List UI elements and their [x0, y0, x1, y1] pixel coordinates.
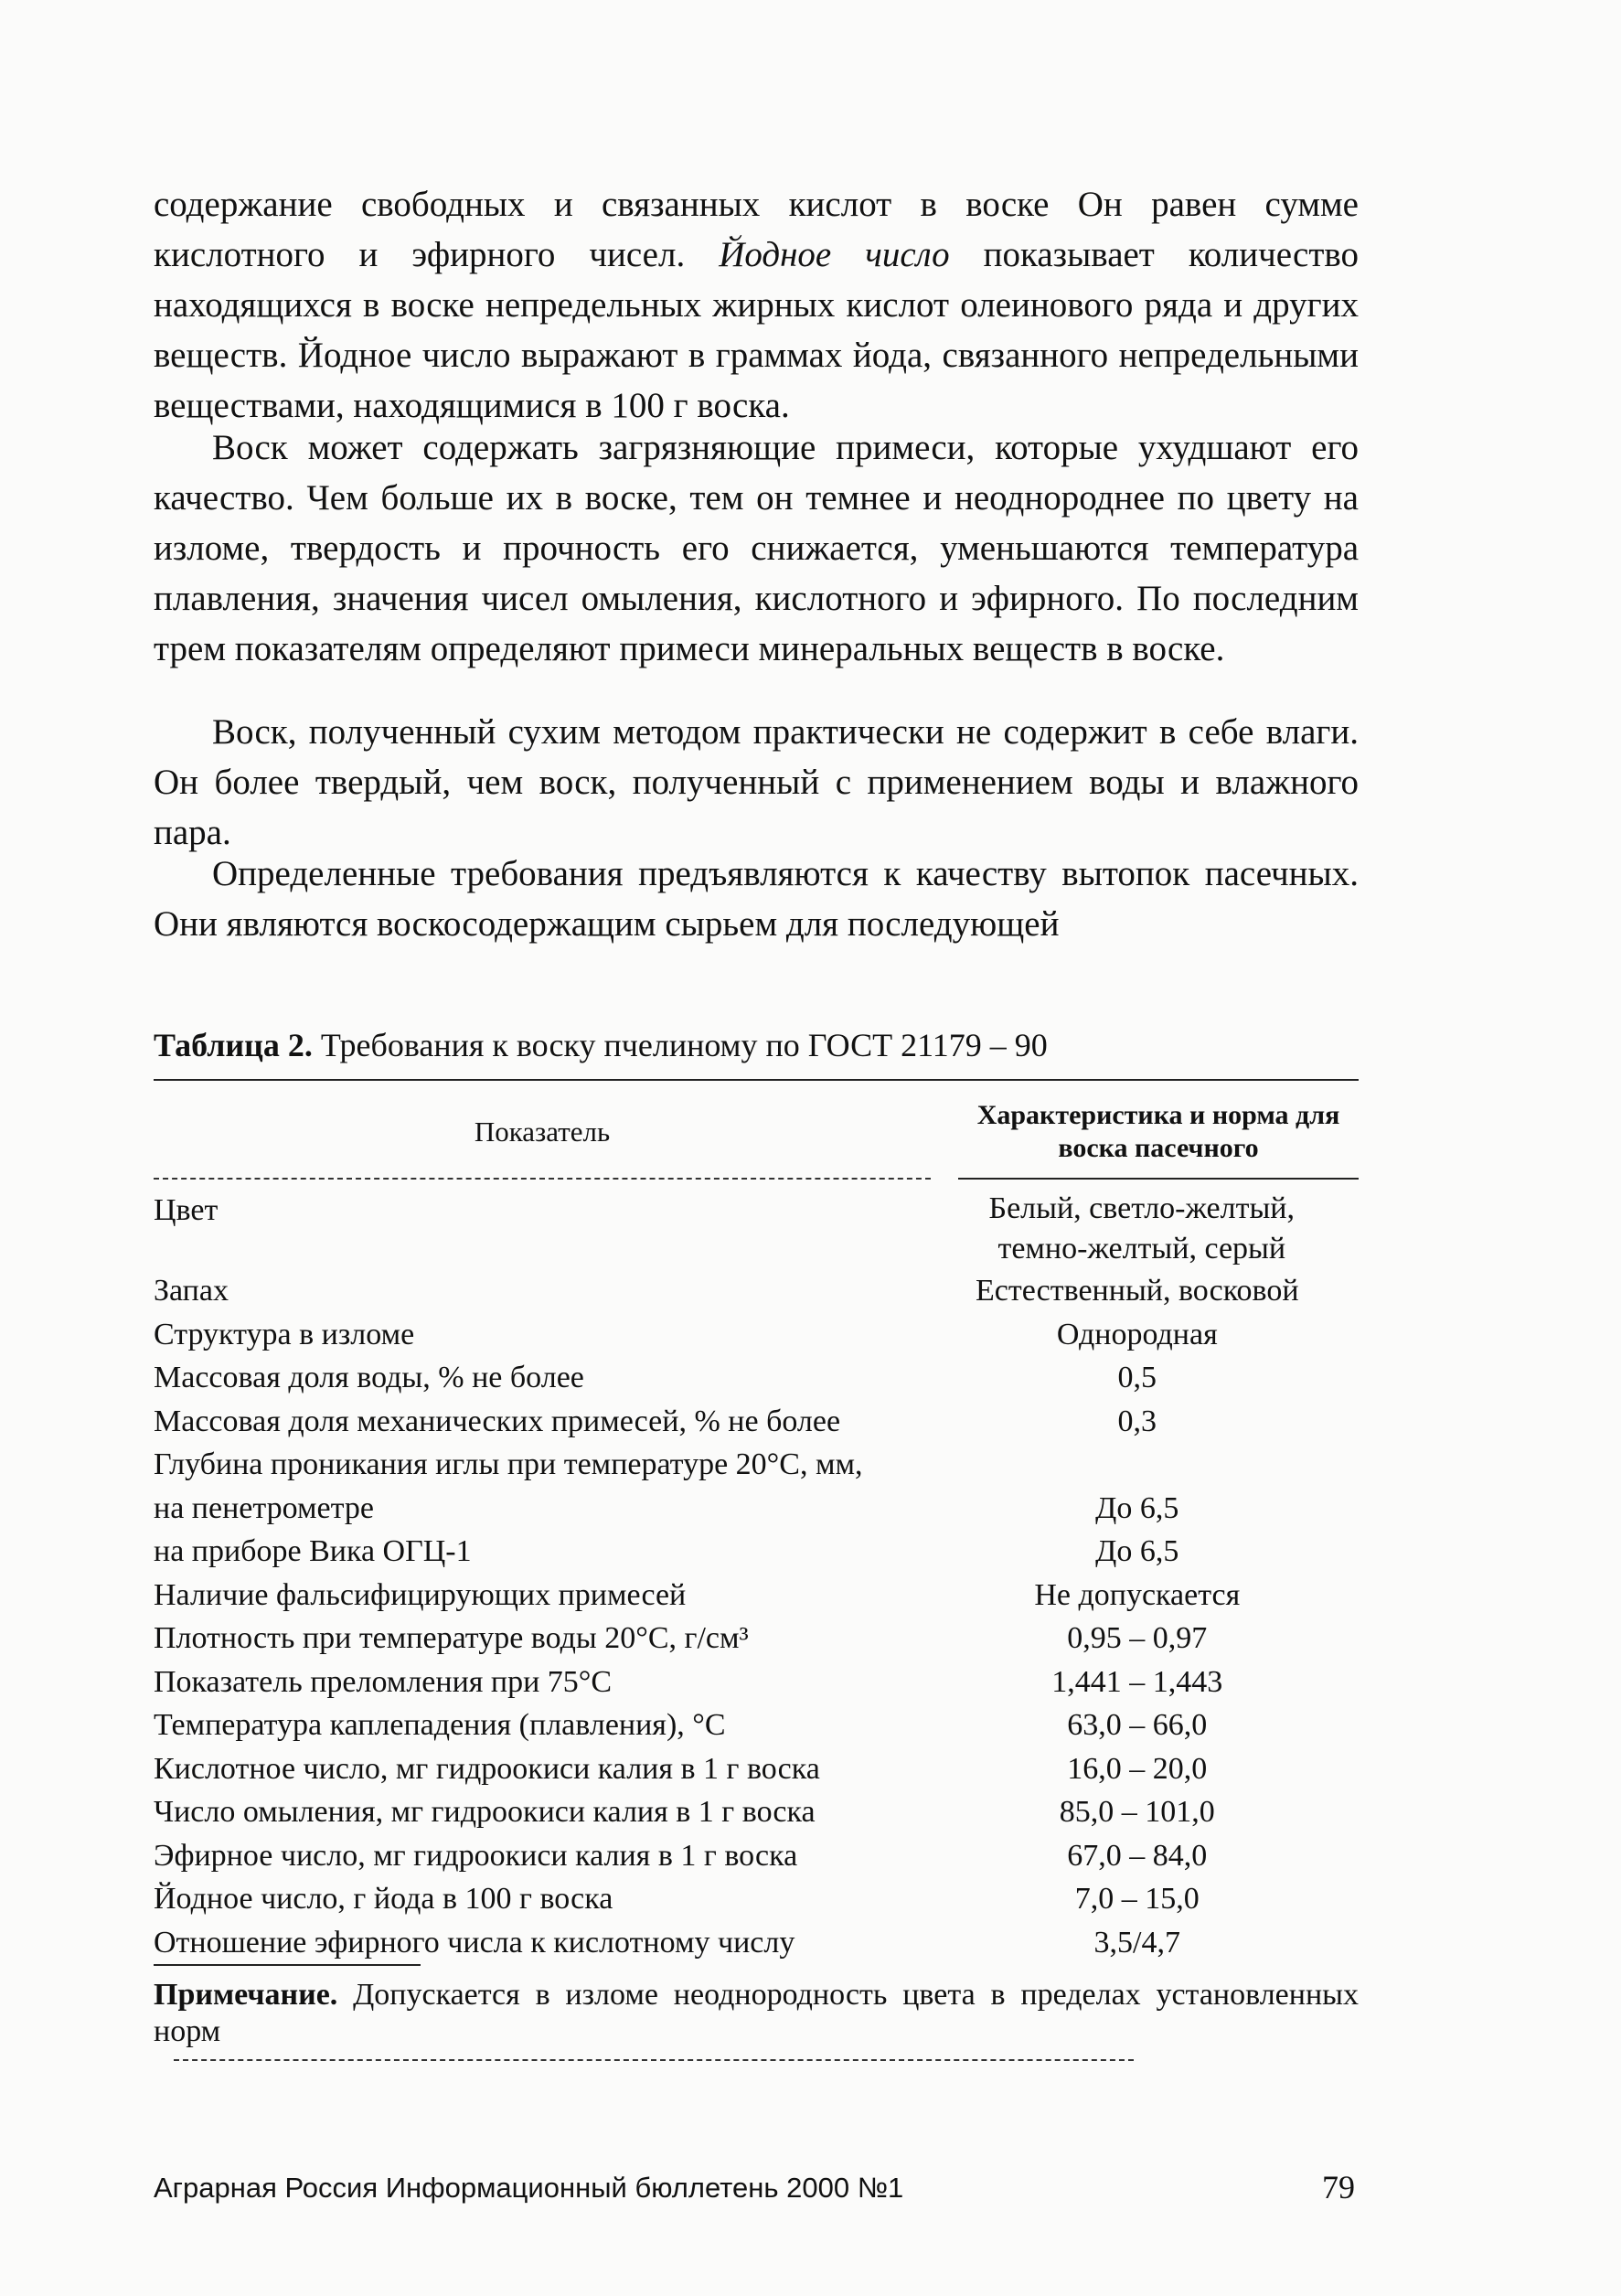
iodine-number-term: Йодное число — [719, 235, 950, 274]
row-name: на пенетрометре — [154, 1490, 374, 1525]
table-row — [154, 1790, 1359, 1834]
row-value: 63,0 – 66,0 — [1067, 1708, 1208, 1742]
row-name: Запах — [154, 1274, 229, 1308]
table-row — [154, 1269, 1359, 1313]
row-name: Температура каплепадения (плавления), °С — [154, 1708, 726, 1742]
table-caption-label: Таблица 2. — [154, 1027, 313, 1063]
table-row — [154, 1703, 1359, 1747]
row-value: 85,0 – 101,0 — [1059, 1795, 1215, 1829]
table-row — [154, 1574, 1359, 1618]
note-text: Допускается в изломе неоднородность цвета в пределах установленных норм — [154, 1978, 1360, 2048]
row-value: 67,0 – 84,0 — [1067, 1838, 1208, 1873]
table-caption — [154, 1026, 1048, 1064]
note-bottom-rule — [174, 2059, 1134, 2061]
row-value: 1,441 – 1,443 — [1051, 1664, 1223, 1699]
table-note — [154, 1977, 1359, 2050]
row-value: 0,3 — [1117, 1404, 1157, 1438]
table-row — [154, 1189, 1359, 1269]
paragraph-4: Определенные требования предъявляются к качеству вытопок пасечных. Они являются воскосодержащим сырьем для последующей — [154, 854, 1359, 944]
table-row — [154, 1443, 1359, 1487]
table-row — [154, 1921, 1359, 1965]
table-row — [154, 1617, 1359, 1661]
row-value: 3,5/4,7 — [1093, 1925, 1180, 1960]
row-name: Отношение эфирного числа к кислотному числу — [154, 1925, 795, 1960]
table-row — [154, 1400, 1359, 1444]
row-value: 0,5 — [1117, 1361, 1157, 1394]
header-indicator: Показатель — [474, 1116, 611, 1148]
table-row — [154, 1356, 1359, 1400]
paragraph-1 — [154, 179, 1359, 431]
row-name: Кислотное число, мг гидроокиси калия в 1 г воска — [154, 1751, 820, 1786]
header-bottom-rule-left — [154, 1178, 931, 1180]
row-name: Глубина проникания иглы при температуре 20°С, мм, — [154, 1447, 863, 1481]
row-name: Плотность при температуре воды 20°С, г/см³ — [154, 1621, 749, 1655]
paragraph-3: Воск, полученный сухим методом практически не содержит в себе влаги. Он более твердый, чем воск, полученный с применением воды и влажного пара. — [154, 712, 1359, 852]
row-name: Массовая доля механических примесей, % не более — [154, 1404, 841, 1438]
paragraph-1-rest: показывает количество находящихся в воске непредельных жирных кислот олеинового ряда и других веществ. Йодное число выражают в граммах йода, связанного непредельными веществами, находящимися в 100 г воска. — [154, 235, 1360, 425]
row-name: Структура в изломе — [154, 1317, 415, 1351]
table-top-rule — [154, 1079, 1359, 1081]
row-name: на приборе Вика ОГЦ-1 — [154, 1534, 472, 1568]
header-norm: Характеристика и норма для воска пасечного — [976, 1100, 1340, 1163]
page-footer — [154, 2169, 1359, 2205]
table-row — [154, 1530, 1359, 1574]
table-row — [154, 1747, 1359, 1791]
table-row — [154, 1661, 1359, 1704]
row-value: 0,95 – 0,97 — [1067, 1621, 1208, 1655]
table-caption-text: Требования к воску пчелиному по ГОСТ 21179 – 90 — [320, 1027, 1048, 1063]
row-name: Показатель преломления при 75°С — [154, 1664, 613, 1699]
table-row — [154, 1313, 1359, 1357]
table-row — [154, 1487, 1359, 1531]
row-value: Белый, светло-желтый, темно-желтый, серый — [988, 1191, 1296, 1265]
table-row — [154, 1877, 1359, 1921]
row-value: Однородная — [1056, 1317, 1218, 1351]
page-number: 79 — [1322, 2169, 1355, 2205]
row-value: Естественный, восковой — [976, 1274, 1299, 1308]
row-value: Не допускается — [1034, 1577, 1241, 1612]
row-name: Йодное число, г йода в 100 г воска — [154, 1882, 613, 1916]
row-value: 16,0 – 20,0 — [1067, 1751, 1208, 1786]
requirements-table-body — [154, 1189, 1359, 1964]
row-name: Цвет — [154, 1193, 219, 1227]
row-name: Эфирное число, мг гидроокиси калия в 1 г воска — [154, 1838, 798, 1873]
row-value: 7,0 – 15,0 — [1074, 1882, 1200, 1916]
row-value — [916, 1443, 1359, 1487]
table-row — [154, 1834, 1359, 1878]
paragraph-2: Воск может содержать загрязняющие примеси, которые ухудшают его качество. Чем больше их в воске, тем он темнее и неоднороднее по цвету на изломе, твердость и прочность его снижается, уменьшаются температура плавления, значения чисел омыления, кислотного и эфирного. По последним трем показателям определяют примеси минеральных веществ в воске. — [154, 428, 1359, 668]
footer-source: Аграрная Россия Информационный бюллетень 2000 №1 — [154, 2172, 904, 2204]
paragraph-1-start: содержание свободных и связанных кислот в воске Он равен сумме кислотного и эфирного чисел. — [154, 185, 1359, 274]
row-name: Наличие фальсифицирующих примесей — [154, 1577, 687, 1612]
row-value: До 6,5 — [1095, 1534, 1179, 1568]
table-end-short-rule — [154, 1964, 421, 1966]
row-value: До 6,5 — [1095, 1490, 1179, 1525]
header-bottom-rule-right — [958, 1178, 1359, 1180]
row-name: Число омыления, мг гидроокиси калия в 1 г воска — [154, 1795, 816, 1829]
note-label: Примечание. — [154, 1978, 338, 2012]
row-name: Массовая доля воды, % не более — [154, 1361, 584, 1394]
